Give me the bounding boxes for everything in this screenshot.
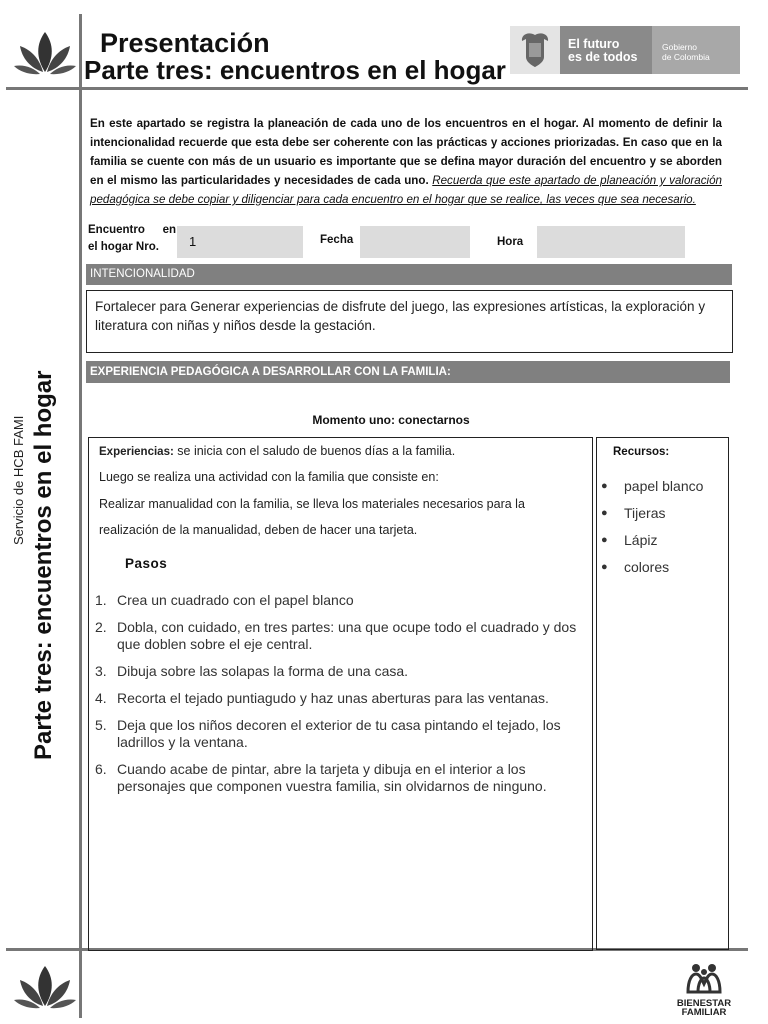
logo-line-1: BIENESTAR (676, 998, 732, 1009)
steps-title: Pasos (125, 556, 168, 571)
bullet-icon: ● (601, 507, 608, 519)
experience-line-4: realización de la manualidad, deben de hacer una tarjeta. (99, 523, 418, 537)
date-field[interactable] (360, 226, 470, 258)
bullet-icon: ● (601, 480, 608, 492)
resource-text: Lápiz (624, 532, 658, 548)
step-number: 5. (95, 717, 107, 733)
resource-item (601, 500, 703, 527)
encounter-label-word-1: Encuentro (88, 224, 145, 236)
resource-text: Tijeras (624, 505, 666, 521)
resources-list (601, 473, 703, 581)
experience-line-2: Luego se realiza una actividad con la familia que consiste en: (99, 470, 439, 484)
experience-line-3: Realizar manualidad con la familia, se lleva los materiales necesarios para la (99, 497, 525, 511)
time-label: Hora (497, 236, 524, 248)
encounter-label-line-2: el hogar Nro. (88, 241, 159, 253)
resources-title: Recursos: (613, 446, 670, 458)
step-number: 3. (95, 663, 107, 679)
slogan-block (560, 26, 652, 74)
step-number: 2. (95, 619, 107, 635)
resource-item (601, 527, 703, 554)
header-divider (6, 87, 748, 90)
intro-paragraph (90, 114, 722, 209)
encounter-label-word-2: en (162, 224, 176, 236)
section-side-text: Parte tres: encuentros en el hogar (30, 370, 57, 760)
resource-text: papel blanco (624, 478, 704, 494)
page-subtitle: Parte tres: encuentros en el hogar (84, 55, 506, 85)
experience-line-1-text: se inicia con el saludo de buenos días a la familia. (177, 444, 456, 458)
step-text: Dibuja sobre las solapas la forma de una casa. (117, 663, 409, 679)
step-item (95, 663, 587, 680)
intencionalidad-text[interactable]: Fortalecer para Generar experiencias de disfrute del juego, las expresiones artísticas, la exploración y literatura con niñas y niños desde la gestación. (86, 290, 733, 353)
moment-title: Momento uno: conectarnos (312, 413, 470, 427)
encounter-number-field[interactable]: 1 (177, 226, 303, 258)
bienestar-familiar-logo (676, 962, 732, 1018)
resource-item (601, 473, 703, 500)
resources-box[interactable] (596, 437, 729, 950)
gov-line-2: de Colombia (662, 52, 710, 62)
step-item (95, 619, 587, 653)
logo-line-2: FAMILIAR (681, 1007, 727, 1018)
gov-line-1: Gobierno (662, 42, 697, 52)
experience-line-1 (99, 444, 455, 458)
vertical-divider (79, 14, 82, 1018)
coat-of-arms-icon (510, 26, 560, 74)
step-item (95, 690, 587, 707)
intro-reminder: Recuerda que este apartado de planeación y valoración pedagógica se debe copiar y diligenciar para cada encuentro en el hogar que se realice, las veces que sea necesario. (90, 174, 722, 206)
step-item (95, 717, 587, 751)
time-field[interactable] (537, 226, 685, 258)
step-number: 1. (95, 592, 107, 608)
bullet-icon: ● (601, 561, 608, 573)
step-number: 6. (95, 761, 107, 777)
intro-text: En este apartado se registra la planeación de cada uno de los encuentros en el hogar. Al momento de definir la intencionalidad recuerde que esta debe ser coherente con las prácticas y acciones priorizadas. En caso que en la familia se cuente con más de un usuario es importante que se defina mayor duración del encuentro y se aborden en el mismo las particularidades y necesidades de cada uno. (90, 117, 722, 187)
intencionalidad-heading: INTENCIONALIDAD (86, 264, 732, 285)
slogan-line-2: es de todos (568, 50, 638, 64)
resource-text: colores (624, 559, 670, 575)
step-item (95, 761, 587, 795)
step-text: Cuando acabe de pintar, abre la tarjeta y dibuja en el interior a los personajes que componen vuestra familia, sin olvidarnos de ninguno. (117, 761, 547, 794)
steps-list (95, 592, 587, 805)
encounter-label (88, 222, 176, 256)
step-text: Crea un cuadrado con el papel blanco (117, 592, 354, 608)
resource-item (601, 554, 703, 581)
government-name-block (652, 26, 740, 74)
experiencia-heading: EXPERIENCIA PEDAGÓGICA A DESARROLLAR CON LA FAMILIA: (86, 361, 730, 383)
page-title: Presentación (100, 28, 270, 58)
step-number: 4. (95, 690, 107, 706)
slogan-line-1: El futuro (568, 37, 620, 51)
step-item (95, 592, 587, 609)
leaf-logo-icon (14, 28, 76, 78)
experiences-label: Experiencias: (99, 446, 174, 458)
step-text: Dobla, con cuidado, en tres partes: una que ocupe todo el cuadrado y dos que doblen sobre el eje central. (117, 619, 577, 652)
date-label: Fecha (320, 234, 354, 246)
family-figures-icon (684, 962, 724, 994)
experiences-box[interactable] (88, 437, 593, 951)
service-side-text: Servicio de HCB FAMI (11, 415, 26, 545)
government-banner (510, 26, 740, 74)
step-text: Deja que los niños decoren el exterior de tu casa pintando el tejado, los ladrillos y la ventana. (117, 717, 561, 750)
step-text: Recorta el tejado puntiagudo y haz unas aberturas para las ventanas. (117, 690, 549, 706)
leaf-logo-footer-icon (14, 962, 76, 1012)
bullet-icon: ● (601, 534, 608, 546)
